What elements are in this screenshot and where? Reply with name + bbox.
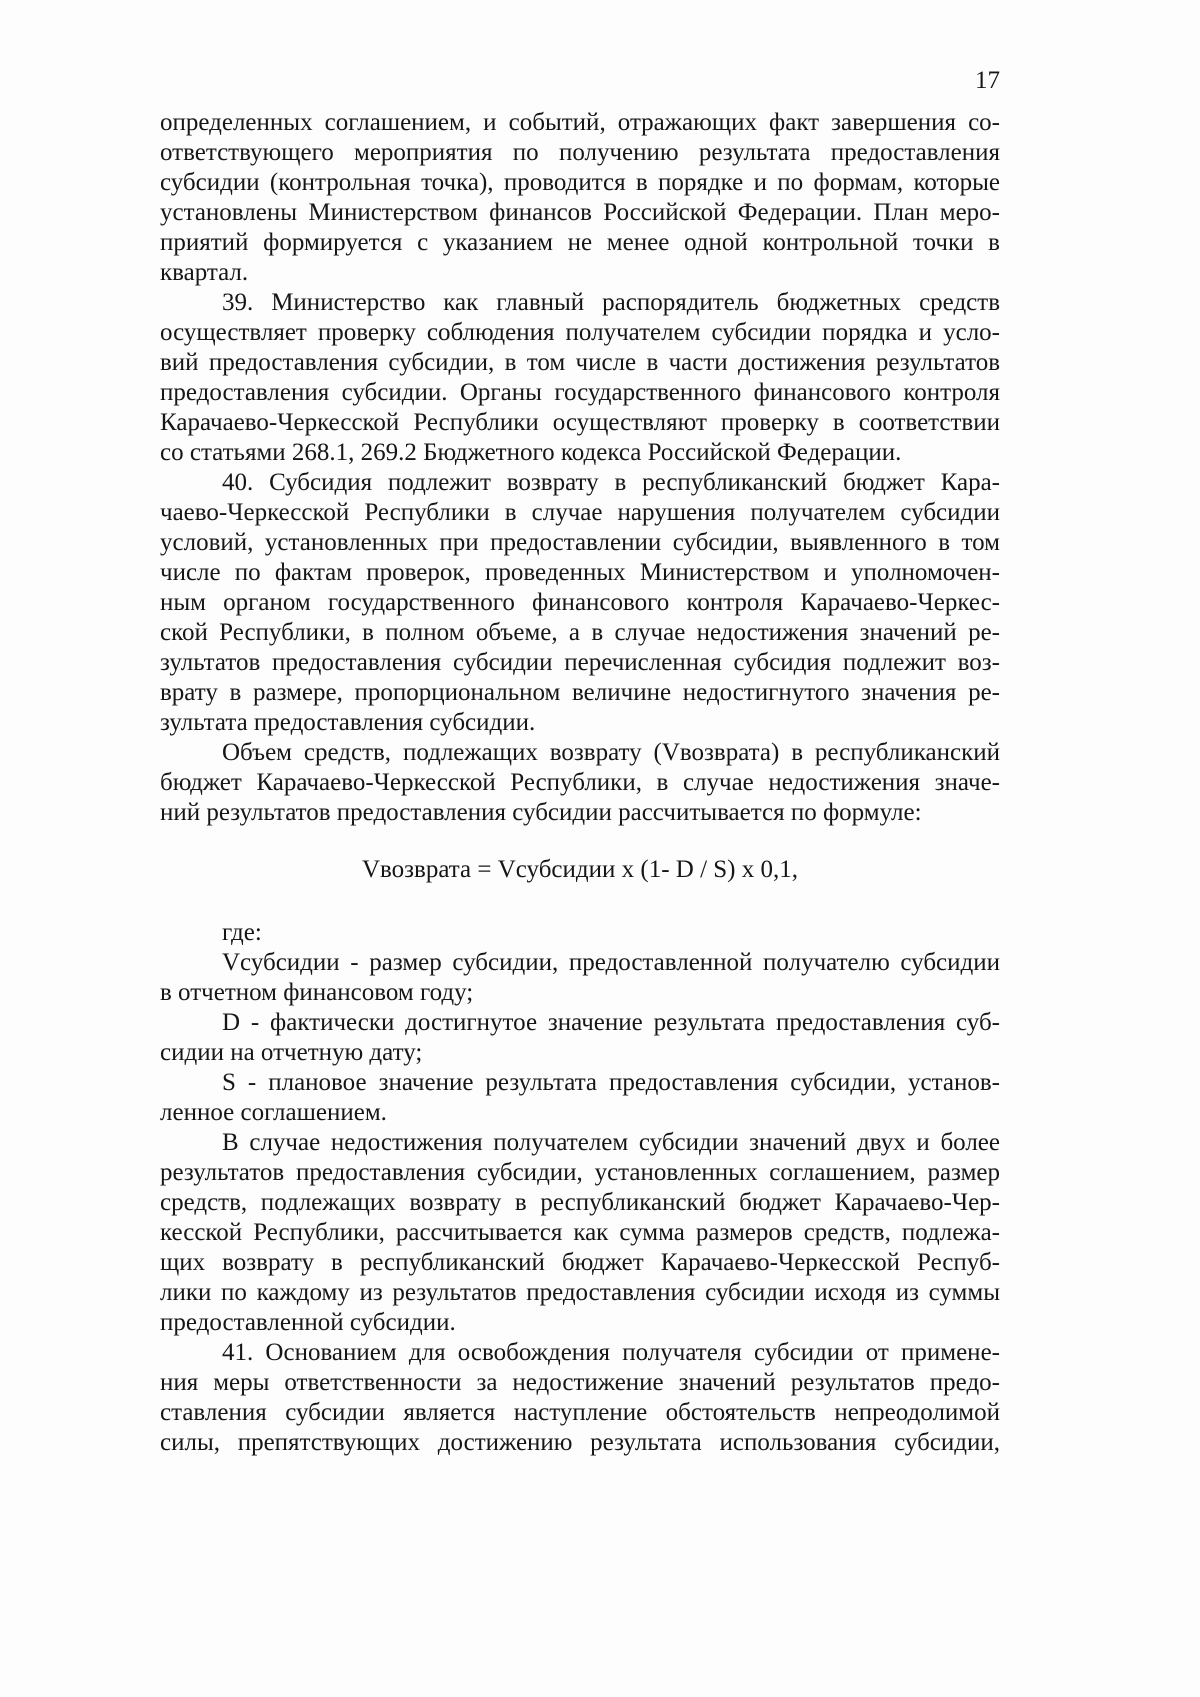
paragraph-line (160, 1308, 1000, 1338)
paragraph-line (160, 1008, 1000, 1038)
line-text: врату в размере, пропорциональном величине недостигнутого значения ре- (160, 679, 1000, 706)
paragraph-line (160, 1128, 1000, 1158)
paragraph-line (160, 708, 1000, 738)
line-text: приятий формируется с указанием не менее одной контрольной точки в (160, 229, 1000, 256)
definition-s (160, 1068, 1000, 1128)
line-text: со статьями 268.1, 269.2 Бюджетного кодекса Российской Федерации. (160, 439, 902, 466)
paragraph-continuation (160, 108, 1000, 288)
line-text: где: (222, 919, 262, 946)
paragraph-line (160, 1188, 1000, 1218)
line-text: зультата предоставления субсидии. (160, 709, 536, 736)
line-text: зультатов предоставления субсидии перечисленная субсидия подлежит воз- (160, 649, 1000, 676)
line-text: D - фактически достигнутое значение результата предоставления суб- (222, 1009, 1000, 1036)
paragraph-line (160, 1098, 1000, 1128)
line-text: кесской Республики, рассчитывается как сумма размеров средств, подлежа- (160, 1219, 1000, 1246)
paragraph-line (160, 1428, 1000, 1458)
line-text: 39. Министерство как главный распорядитель бюджетных средств (222, 289, 1000, 316)
line-text: Vсубсидии - размер субсидии, предоставленной получателю субсидии (222, 949, 1000, 976)
paragraph-line (160, 978, 1000, 1008)
paragraph-line (160, 168, 1000, 198)
paragraph-line (160, 498, 1000, 528)
line-text: предоставленной субсидии. (160, 1309, 456, 1336)
paragraph-41 (160, 1338, 1000, 1458)
line-text: В случае недостижения получателем субсидии значений двух и более (222, 1129, 1000, 1156)
formula: Vвозврата = Vсубсидии x (1- D / S) x 0,1, (361, 856, 799, 883)
paragraph-line (160, 198, 1000, 228)
definition-v-subsidy (160, 948, 1000, 1008)
paragraph-line (160, 528, 1000, 558)
line-text: ской Республики, в полном объеме, а в случае недостижения значений ре- (160, 619, 1000, 646)
line-text: числе по фактам проверок, проведенных Министерством и уполномочен- (160, 559, 1000, 586)
line-text: вий предоставления субсидии, в том числе в части достижения результатов (160, 349, 1000, 376)
paragraph-line (160, 948, 1000, 978)
line-text: в отчетном финансовом году; (160, 979, 474, 1006)
paragraph-line (160, 438, 1000, 468)
line-text: лики по каждому из результатов предоставления субсидии исходя из суммы (160, 1279, 1000, 1306)
line-text: 41. Основанием для освобождения получателя субсидии от примене- (222, 1339, 1000, 1366)
line-text: определенных соглашением, и событий, отражающих факт завершения со- (160, 109, 1000, 136)
paragraph-line (160, 618, 1000, 648)
line-text: условий, установленных при предоставлении субсидии, выявленного в том (160, 529, 1000, 556)
line-text: ным органом государственного финансового контроля Карачаево-Черкес- (160, 589, 1000, 616)
page-number: 17 (975, 67, 1000, 94)
paragraph-line (160, 1068, 1000, 1098)
line-text: 40. Субсидия подлежит возврату в республиканский бюджет Кара- (222, 469, 1000, 496)
line-text: бюджет Карачаево-Черкесской Республики, в случае недостижения значе- (160, 769, 1000, 796)
formula-where-label (160, 918, 1000, 948)
definition-d (160, 1008, 1000, 1068)
paragraph-line (160, 678, 1000, 708)
line-text: ответствующего мероприятия по получению результата предоставления (160, 139, 1000, 166)
paragraph-line (160, 558, 1000, 588)
paragraph-return-volume (160, 738, 1000, 828)
paragraph-line (160, 348, 1000, 378)
line-text: щих возврату в республиканский бюджет Карачаево-Черкесской Респуб- (160, 1249, 1000, 1276)
line-text: Объем средств, подлежащих возврату (Vвозврата) в республиканский (222, 739, 1000, 766)
paragraph-line (160, 108, 1000, 138)
line-text: квартал. (160, 259, 249, 286)
paragraph-line (160, 1368, 1000, 1398)
line-text: субсидии (контрольная точка), проводится в порядке и по формам, которые (160, 169, 1000, 196)
line-text: ленное соглашением. (160, 1099, 387, 1126)
paragraph-line (160, 228, 1000, 258)
paragraph-line (160, 468, 1000, 498)
line-text: осуществляет проверку соблюдения получателем субсидии порядка и усло- (160, 319, 1000, 346)
paragraph-line (160, 1338, 1000, 1368)
paragraph-line (160, 768, 1000, 798)
paragraph-line (160, 378, 1000, 408)
paragraph-line (160, 258, 1000, 288)
paragraph-line (160, 1158, 1000, 1188)
line-text: S - плановое значение результата предоставления субсидии, установ- (222, 1069, 1000, 1096)
paragraph-40 (160, 468, 1000, 738)
paragraph-line (160, 1398, 1000, 1428)
paragraph-line (160, 798, 1000, 828)
paragraph-line (160, 318, 1000, 348)
paragraph-line (160, 1248, 1000, 1278)
paragraph-line (160, 408, 1000, 438)
line-text: ния меры ответственности за недостижение значений результатов предо- (160, 1369, 1000, 1396)
paragraph-line (160, 288, 1000, 318)
paragraph-39 (160, 288, 1000, 468)
line-text: сидии на отчетную дату; (160, 1039, 423, 1066)
paragraph-line (160, 588, 1000, 618)
line-text: ставления субсидии является наступление обстоятельств непреодолимой (160, 1399, 1000, 1426)
line-text: силы, препятствующих достижению результата использования субсидии, (160, 1429, 1000, 1456)
paragraph-line (160, 1278, 1000, 1308)
line-text: предоставления субсидии. Органы государственного финансового контроля (160, 379, 1000, 406)
line-text: результатов предоставления субсидии, установленных соглашением, размер (160, 1159, 1000, 1186)
line-text: чаево-Черкесской Республики в случае нарушения получателем субсидии (160, 499, 1000, 526)
line-text: ний результатов предоставления субсидии рассчитывается по формуле: (160, 799, 922, 826)
document-body (160, 108, 1000, 1458)
paragraph-line (160, 648, 1000, 678)
paragraph-line (160, 1038, 1000, 1068)
line-text: средств, подлежащих возврату в республиканский бюджет Карачаево-Чер- (160, 1189, 1000, 1216)
line-text: установлены Министерством финансов Российской Федерации. План меро- (160, 199, 1000, 226)
paragraph-line (160, 138, 1000, 168)
paragraph-multiple-results (160, 1128, 1000, 1338)
paragraph-line (160, 1218, 1000, 1248)
paragraph-line (160, 738, 1000, 768)
line-text: Карачаево-Черкесской Республики осуществляют проверку в соответствии (160, 409, 1000, 436)
